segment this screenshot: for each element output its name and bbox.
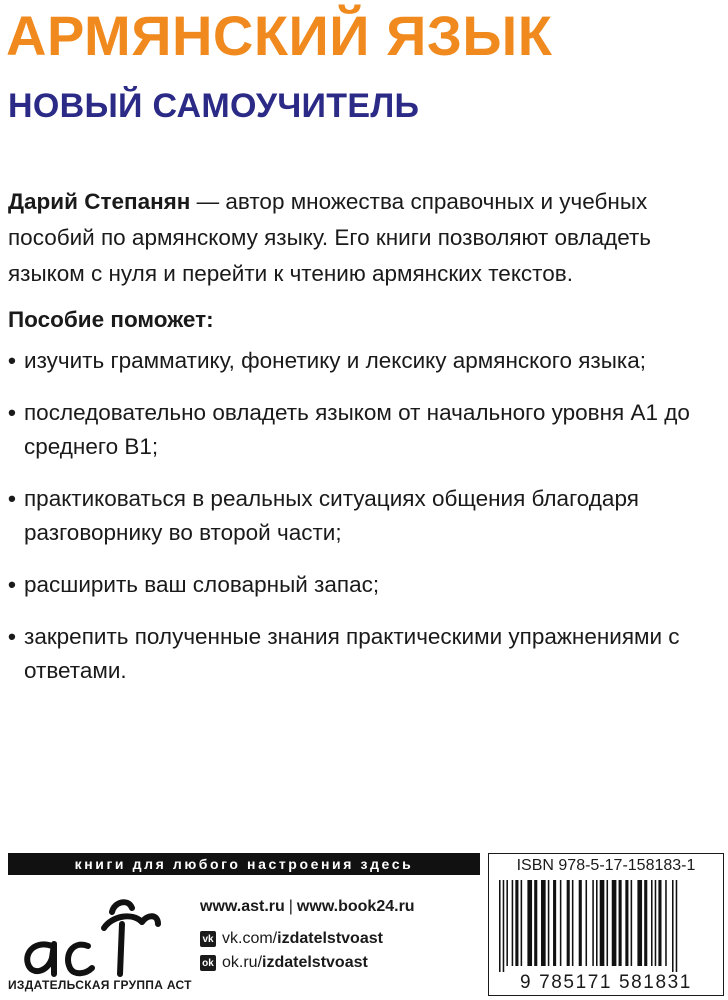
barcode-bar [503, 880, 505, 972]
barcode-bar [548, 880, 550, 966]
barcode-bar [567, 880, 570, 966]
helps-heading: Пособие поможет: [8, 307, 214, 332]
barcode-bar [596, 880, 598, 966]
author-description: — автор множества справочных и учебных пособий по армянскому языку. Его книги позволяют овладеть языком с нуля и перейти к чтению армянских текстов. [8, 189, 651, 286]
author-name: Дарий Степанян [8, 189, 191, 214]
barcode-bar [644, 880, 647, 966]
barcode-bar [541, 880, 546, 966]
list-item: • последовательно овладеть языком от начального уровня A1 до среднего B1; [8, 396, 708, 464]
barcode-icon [493, 880, 719, 974]
barcode-bar [534, 880, 537, 966]
barcode-bar [579, 880, 582, 966]
barcode-bar [499, 880, 501, 972]
publisher-label: ИЗДАТЕЛЬСКАЯ ГРУППА АСТ [8, 978, 192, 992]
bullet-icon: • [8, 624, 16, 649]
barcode-bar [625, 880, 628, 966]
barcode-bar [586, 880, 588, 966]
ok-link[interactable]: ok ok.ru/ izdatelstvoast [200, 954, 415, 972]
author-intro [8, 184, 708, 292]
ok-icon: ok [200, 955, 216, 971]
slogan-banner: книги для любого настроения здесь [8, 853, 480, 875]
barcode-bar [637, 880, 642, 966]
bullet-icon: • [8, 348, 16, 373]
book-title: АРМЯНСКИЙ ЯЗЫК [6, 4, 553, 67]
barcode-bar [560, 880, 562, 966]
bullet-icon: • [8, 572, 16, 597]
separator: | [288, 898, 293, 915]
list-item: • расширить ваш словарный запас; [8, 568, 708, 602]
barcode-bar [619, 880, 622, 966]
bullet-icon: • [8, 400, 16, 425]
site-book24-link[interactable]: www.book24.ru [296, 898, 415, 915]
barcode-bar [512, 880, 514, 966]
barcode-bar [665, 880, 667, 966]
vk-link[interactable]: vk vk.com/ izdatelstvoast [200, 930, 415, 948]
site-ast-link[interactable]: www.ast.ru [200, 898, 285, 915]
barcode-bar [553, 880, 556, 966]
barcode-bar [651, 880, 653, 966]
barcode-bar [676, 880, 678, 972]
barcode-bar [600, 880, 605, 966]
isbn-text: ISBN 978-5-17-158183-1 [516, 857, 696, 874]
barcode-bar [506, 880, 508, 966]
barcode-bar [515, 880, 518, 966]
book-subtitle: НОВЫЙ САМОУЧИТЕЛЬ [8, 87, 420, 125]
barcode-panel [488, 853, 724, 996]
barcode-bar [612, 880, 617, 966]
barcode-bar [521, 880, 523, 966]
barcode-bar [572, 880, 574, 966]
list-item: • практиковаться в реальных ситуациях общения благодаря разговорнику во второй части; [8, 482, 708, 550]
websites [200, 898, 415, 916]
bullet-icon: • [8, 486, 16, 511]
ean-digits: 9 785171 581831 [520, 972, 692, 993]
barcode-bar [631, 880, 633, 966]
barcode-bar [655, 880, 657, 966]
barcode-bar [658, 880, 661, 966]
barcode-bar [672, 880, 674, 972]
benefits-list [8, 344, 708, 706]
barcode-bar [592, 880, 594, 966]
publisher-links [200, 898, 415, 972]
barcode-bar [527, 880, 532, 966]
barcode-bar [607, 880, 609, 966]
vk-icon: vk [200, 931, 216, 947]
list-item: • закрепить полученные знания практическими упражнениями с ответами. [8, 620, 708, 688]
list-item: • изучить грамматику, фонетику и лексику армянского языка; [8, 344, 708, 378]
